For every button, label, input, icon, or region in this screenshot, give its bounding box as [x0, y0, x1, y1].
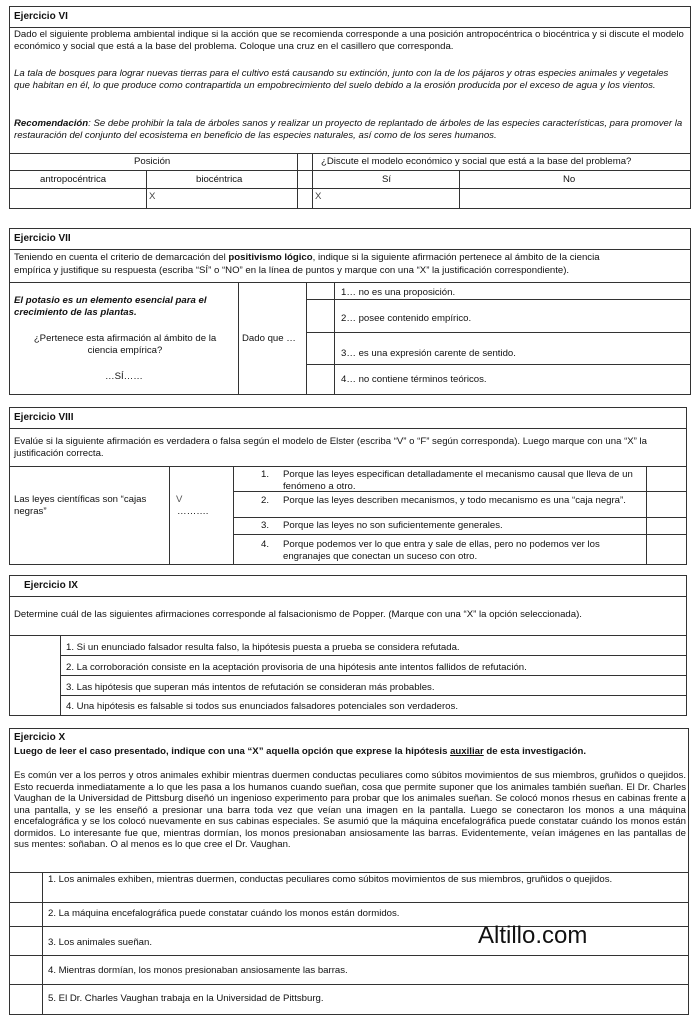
divider [10, 984, 688, 985]
exercise-10-box [9, 728, 689, 1015]
exercise-10-option-2[interactable]: 2. La máquina encefalográfica puede constatar cuándo los monos están dormidos. [48, 908, 400, 919]
mark-biocentrica[interactable]: X [149, 191, 156, 202]
watermark-text: Altillo.com [478, 922, 588, 949]
divider [10, 466, 686, 467]
exercise-7-dado: Dado que … [242, 333, 296, 344]
divider [10, 872, 688, 873]
exercise-9-option-3[interactable]: 3. Las hipótesis que superan más intentos de refutación se consideran más probables. [66, 682, 435, 693]
divider [10, 635, 686, 636]
exercise-8-option-1[interactable]: Porque las leyes especifican detalladamente el mecanismo causal que lleva de un fenómeno a otro. [283, 469, 633, 492]
instruction-part: de esta investigación. [483, 746, 587, 757]
divider [10, 170, 690, 171]
exercise-6-case: La tala de bosques para lograr nuevas tierras para el cultivo está causando su extinción, junto con la de los pájaros y otras especies animales y vegetales que habitan en él, lo que produce como contrapartida un empobrecimiento del suelo debido a la erosión producida por el exceso de agua y los vientos. [14, 68, 669, 91]
exercise-10-option-4[interactable]: 4. Mientras dormían, los monos presionaban ansiosamente las barras. [48, 965, 348, 976]
divider [10, 902, 688, 903]
exercise-7-intro-line1 [14, 252, 600, 264]
intro-keyword: positivismo lógico [228, 252, 313, 263]
exercise-7-title: Ejercicio VII [14, 233, 71, 244]
divider [42, 872, 43, 1014]
divider [60, 655, 686, 656]
header-antropocentrica: antropocéntrica [40, 174, 107, 185]
exercise-7-question: ¿Pertenece esta afirmación al ámbito de la ciencia empírica? [33, 333, 217, 356]
divider [233, 517, 686, 518]
divider [233, 466, 234, 564]
exercise-10-option-5[interactable]: 5. El Dr. Charles Vaughan trabaja en la Universidad de Pittsburg. [48, 993, 324, 1004]
divider [238, 282, 239, 394]
exercise-10-option-1[interactable]: 1. Los animales exhiben, mientras duermen, conductas peculiares como súbitos movimientos de sus miembros, gruñidos o quejidos. [48, 874, 613, 885]
divider [306, 364, 690, 365]
exercise-7-box [9, 228, 691, 395]
mark-si[interactable]: X [315, 191, 322, 202]
exercise-9-option-1[interactable]: 1. Si un enunciado falsador resulta falso, la hipótesis puesta a prueba se considera refutada. [66, 642, 460, 653]
exercise-8-answer-v[interactable]: V [176, 494, 183, 505]
divider [10, 282, 690, 283]
intro-part: Teniendo en cuenta el criterio de demarcación del [14, 252, 229, 263]
divider [233, 534, 686, 535]
exercise-9-intro: Determine cuál de las siguientes afirmaciones corresponde al falsacionismo de Popper. (Marque con una “X” la opción seleccionada). [14, 609, 582, 620]
divider [10, 153, 690, 154]
divider [297, 153, 298, 208]
divider [459, 170, 460, 208]
exercise-8-option-3[interactable]: Porque las leyes no son suficientemente generales. [283, 520, 503, 531]
recommendation-text: : Se debe prohibir la tala de árboles sanos y realizar un proyecto de replantado de árboles de las especies características, para promover la restauración del conjunto del ecosistema en beneficio de las especies naturales, así como de los seres humanos. [14, 118, 683, 141]
exercise-10-instruction [14, 746, 586, 758]
instruction-part: Luego de leer el caso presentado, indique con una “X” aquella opción que exprese la hipótesis [14, 746, 451, 757]
exercise-10-option-3[interactable]: 3. Los animales sueñan. [48, 937, 152, 948]
recommendation-label: Recomendación [14, 118, 89, 129]
exercise-8-option-2[interactable]: Porque las leyes describen mecanismos, y todo mecanismo es una “caja negra”. [283, 495, 626, 506]
exercise-7-option-2[interactable]: 2… posee contenido empírico. [341, 313, 472, 324]
exercise-8-option-4[interactable]: Porque podemos ver lo que entra y sale de ellas, pero no podemos ver los engranajes que conectan un suceso con otro. [283, 539, 600, 562]
exercise-7-option-4[interactable]: 4… no contiene términos teóricos. [341, 374, 487, 385]
divider [10, 249, 690, 250]
exercise-6-title: Ejercicio VI [14, 11, 68, 22]
exercise-10-case: Es común ver a los perros y otros animales exhibir mientras duermen conductas peculiares como súbitos movimientos de sus miembros, gruñidos o quejidos. Esto recuerda inmediatamente a lo que les pasa a los humanos cuando sueñan, cosa que permite suponer que los animales también sueñan. El Dr. Charles Vaughan de la Universidad de Pittsburg diseñó un ingenioso experimento para probar que los animales sueñan. Se colocó monos rhesus en cabinas frente a una pantalla, y se les enseñó a presionar una barra toda vez que veían una imagen en la pantalla. Luego se conectaron los monos a una máquina encefalográfica y se los colocó nuevamente en sus cabinas especiales. Se asumió que la máquina encefalográfica puede constatar cuándo los monos están dormidos. Lo interesante fue que, mientras dormían, los monos presionaban ansiosamente las barras. Evidentemente, veían imágenes en las pantallas de sus mentes: soñaban. O al menos es lo que cree el Dr. Vaughan. [14, 770, 686, 850]
divider [312, 153, 313, 208]
option-number: 1. [261, 469, 270, 480]
exercise-7-option-1[interactable]: 1… no es una proposición. [341, 287, 456, 298]
divider [306, 299, 690, 300]
divider [10, 955, 688, 956]
exercise-8-answer-dots: ………. [177, 506, 209, 517]
divider [10, 428, 686, 429]
exercise-9-option-4[interactable]: 4. Una hipótesis es falsable si todos sus enunciados falsadores potenciales son verdaderos. [66, 701, 458, 712]
exercise-7-statement: El potasio es un elemento esencial para el crecimiento de las plantas. [14, 295, 207, 318]
instruction-keyword: auxiliar [450, 746, 484, 757]
exercise-8-box [9, 407, 687, 565]
exercise-7-option-3[interactable]: 3… es una expresión carente de sentido. [341, 348, 516, 359]
divider [169, 466, 170, 564]
option-number: 2. [261, 495, 270, 506]
exercise-9-option-2[interactable]: 2. La corroboración consiste en la aceptación provisoria de una hipótesis ante intentos fallidos de refutación. [66, 662, 527, 673]
exercise-8-title: Ejercicio VIII [14, 412, 74, 423]
divider [10, 27, 690, 28]
divider [10, 188, 690, 189]
exercise-7-intro-line2: empírica y justifique su respuesta (escriba “SÍ” o “NO” en la línea de puntos y marque con una “X” la justificación correspondiente). [14, 265, 570, 276]
header-si: Sí [382, 174, 392, 185]
exercise-8-intro: Evalúe si la siguiente afirmación es verdadera o falsa según el modelo de Elster (escriba “V” o “F” según corresponda). Luego marque con una “X” la justificación correcta. [14, 436, 647, 459]
exercise-7-answer[interactable]: …SÍ…… [105, 371, 143, 382]
exercise-6-box [9, 6, 691, 209]
option-number: 4. [261, 539, 270, 550]
exercise-6-intro: Dado el siguiente problema ambiental indique si la acción que se recomienda corresponde a una posición antropocéntrica o biocéntrica y si discute el modelo económico y social que está a la base del problema. Coloque una cruz en el casillero que corresponda. [14, 29, 684, 52]
header-posicion: Posición [134, 156, 171, 167]
intro-part: , indique si la siguiente afirmación pertenece al ámbito de la ciencia [312, 252, 600, 263]
divider [146, 170, 147, 208]
header-biocentrica: biocéntrica [196, 174, 243, 185]
header-no: No [563, 174, 576, 185]
header-discute: ¿Discute el modelo económico y social que está a la base del problema? [321, 156, 632, 167]
exercise-9-title: Ejercicio IX [24, 580, 78, 591]
divider [306, 332, 690, 333]
exercise-9-box [9, 575, 687, 716]
exercise-8-statement: Las leyes científicas son “cajas negras” [14, 494, 147, 517]
exercise-6-recommendation [14, 118, 686, 141]
divider [10, 596, 686, 597]
option-number: 3. [261, 520, 270, 531]
exercise-10-title: Ejercicio X [14, 732, 66, 743]
divider [60, 675, 686, 676]
divider [60, 695, 686, 696]
divider [646, 466, 647, 564]
